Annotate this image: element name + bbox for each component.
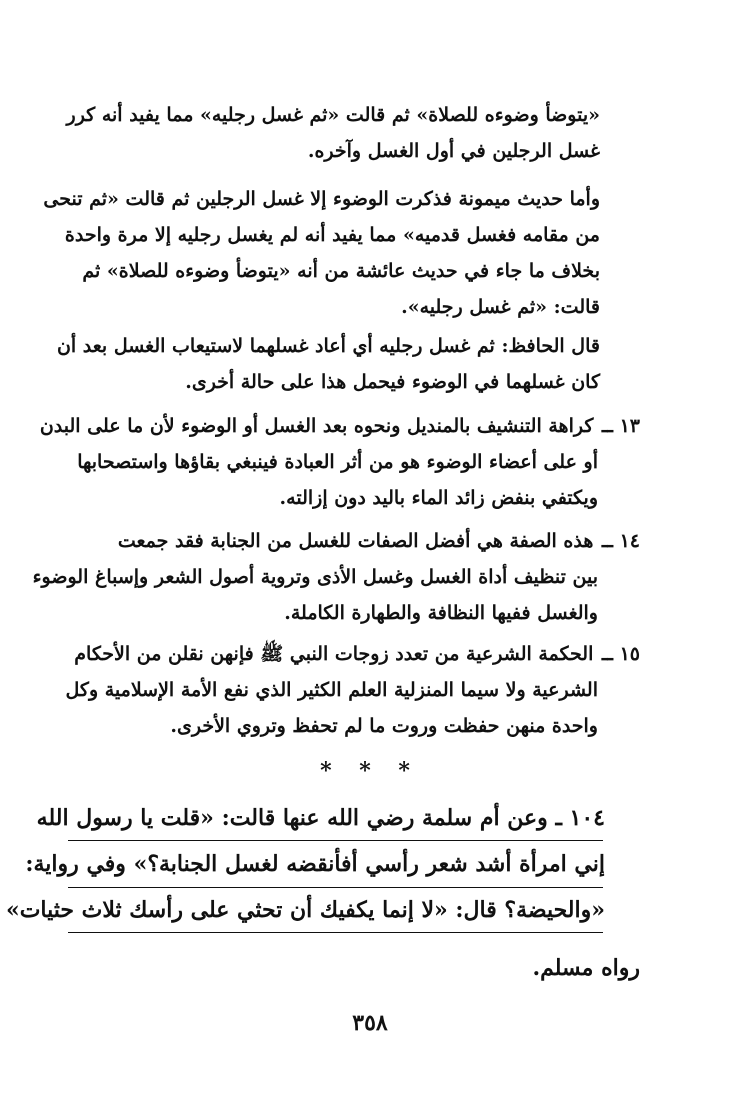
point-number: ١٣ ــ [601, 415, 640, 437]
text-line: ١٥ ــ الحكمة الشرعية من تعدد زوجات النبي ﷺ فإنهن نقلن من الأحكام [100, 636, 640, 672]
point-number: ١٤ ــ [601, 530, 640, 552]
source-text: رواه مسلم. [532, 955, 640, 981]
text-line: قالت: «ثم غسل رجليه». [401, 296, 600, 318]
text-line: الشرعية ولا سيما المنزلية العلم الكثير الذي نفع الأمة الإسلامية وكل [65, 679, 598, 701]
text-line: وأما حديث ميمونة فذكرت الوضوء إلا غسل الرجلين ثم قالت «ثم تنحى [43, 188, 600, 210]
paragraph-maymuna-hadith [43, 181, 600, 325]
text-line: والغسل ففيها النظافة والطهارة الكاملة. [284, 602, 598, 624]
numbered-point-15 [65, 636, 640, 744]
text-line: ويكتفي بنفض زائد الماء باليد دون إزالته. [279, 487, 598, 509]
hadith-source [100, 945, 640, 991]
text-line: ١٣ ــ كراهة التنشيف بالمنديل ونحوه بعد الغسل أو الوضوء لأن ما على البدن [100, 408, 640, 444]
section-separator: * * * [320, 758, 420, 784]
numbered-point-14 [32, 523, 640, 631]
numbered-point-13 [39, 408, 640, 516]
text-line: إني امرأة أشد شعر رأسي أفأنقضه لغسل الجنابة؟» وفي رواية: [25, 851, 605, 877]
text-line: «والحيضة؟ قال: «لا إنما يكفيك أن تحثي على رأسك ثلاث حثيات» [5, 897, 605, 923]
text-line: واحدة منهن حفظت وروت ما لم تحفظ وتروي الأخرى. [170, 715, 598, 737]
text-line: غسل الرجلين في أول الغسل وآخره. [307, 140, 600, 162]
paragraph-aisha-hadith [66, 97, 600, 169]
text-line: من مقامه فغسل قدميه» مما يفيد أنه لم يغسل رجليه إلا مرة واحدة [64, 224, 600, 246]
underline-rule [68, 932, 603, 933]
paragraph-hafiz-comment [56, 328, 600, 400]
text-line: كان غسلهما في الوضوء فيحمل هذا على حالة أخرى. [185, 371, 600, 393]
point-number: ١٥ ــ [601, 643, 640, 665]
hadith-104 [5, 795, 605, 933]
text-line: ١٠٤ ـ وعن أم سلمة رضي الله عنها قالت: «قلت يا رسول الله [36, 805, 605, 831]
text-line: «يتوضأ وضوءه للصلاة» ثم قالت «ثم غسل رجليه» مما يفيد أنه كرر [66, 104, 600, 126]
text-line: قال الحافظ: ثم غسل رجليه أي أعاد غسلهما لاستيعاب الغسل بعد أن [56, 335, 600, 357]
text-line: ١٤ ــ هذه الصفة هي أفضل الصفات للغسل من الجنابة فقد جمعت [100, 523, 640, 559]
text-line: بخلاف ما جاء في حديث عائشة من أنه «يتوضأ وضوءه للصلاة» ثم [82, 260, 600, 282]
underline-rule [68, 840, 603, 841]
page-number: ٣٥٨ [352, 1010, 388, 1036]
underline-rule [68, 887, 603, 888]
text-line: أو على أعضاء الوضوء هو من أثر العبادة فينبغي بقاؤها واستصحابها [77, 451, 598, 473]
text-line: بين تنظيف أداة الغسل وغسل الأذى وتروية أصول الشعر وإسباغ الوضوء [32, 566, 598, 588]
